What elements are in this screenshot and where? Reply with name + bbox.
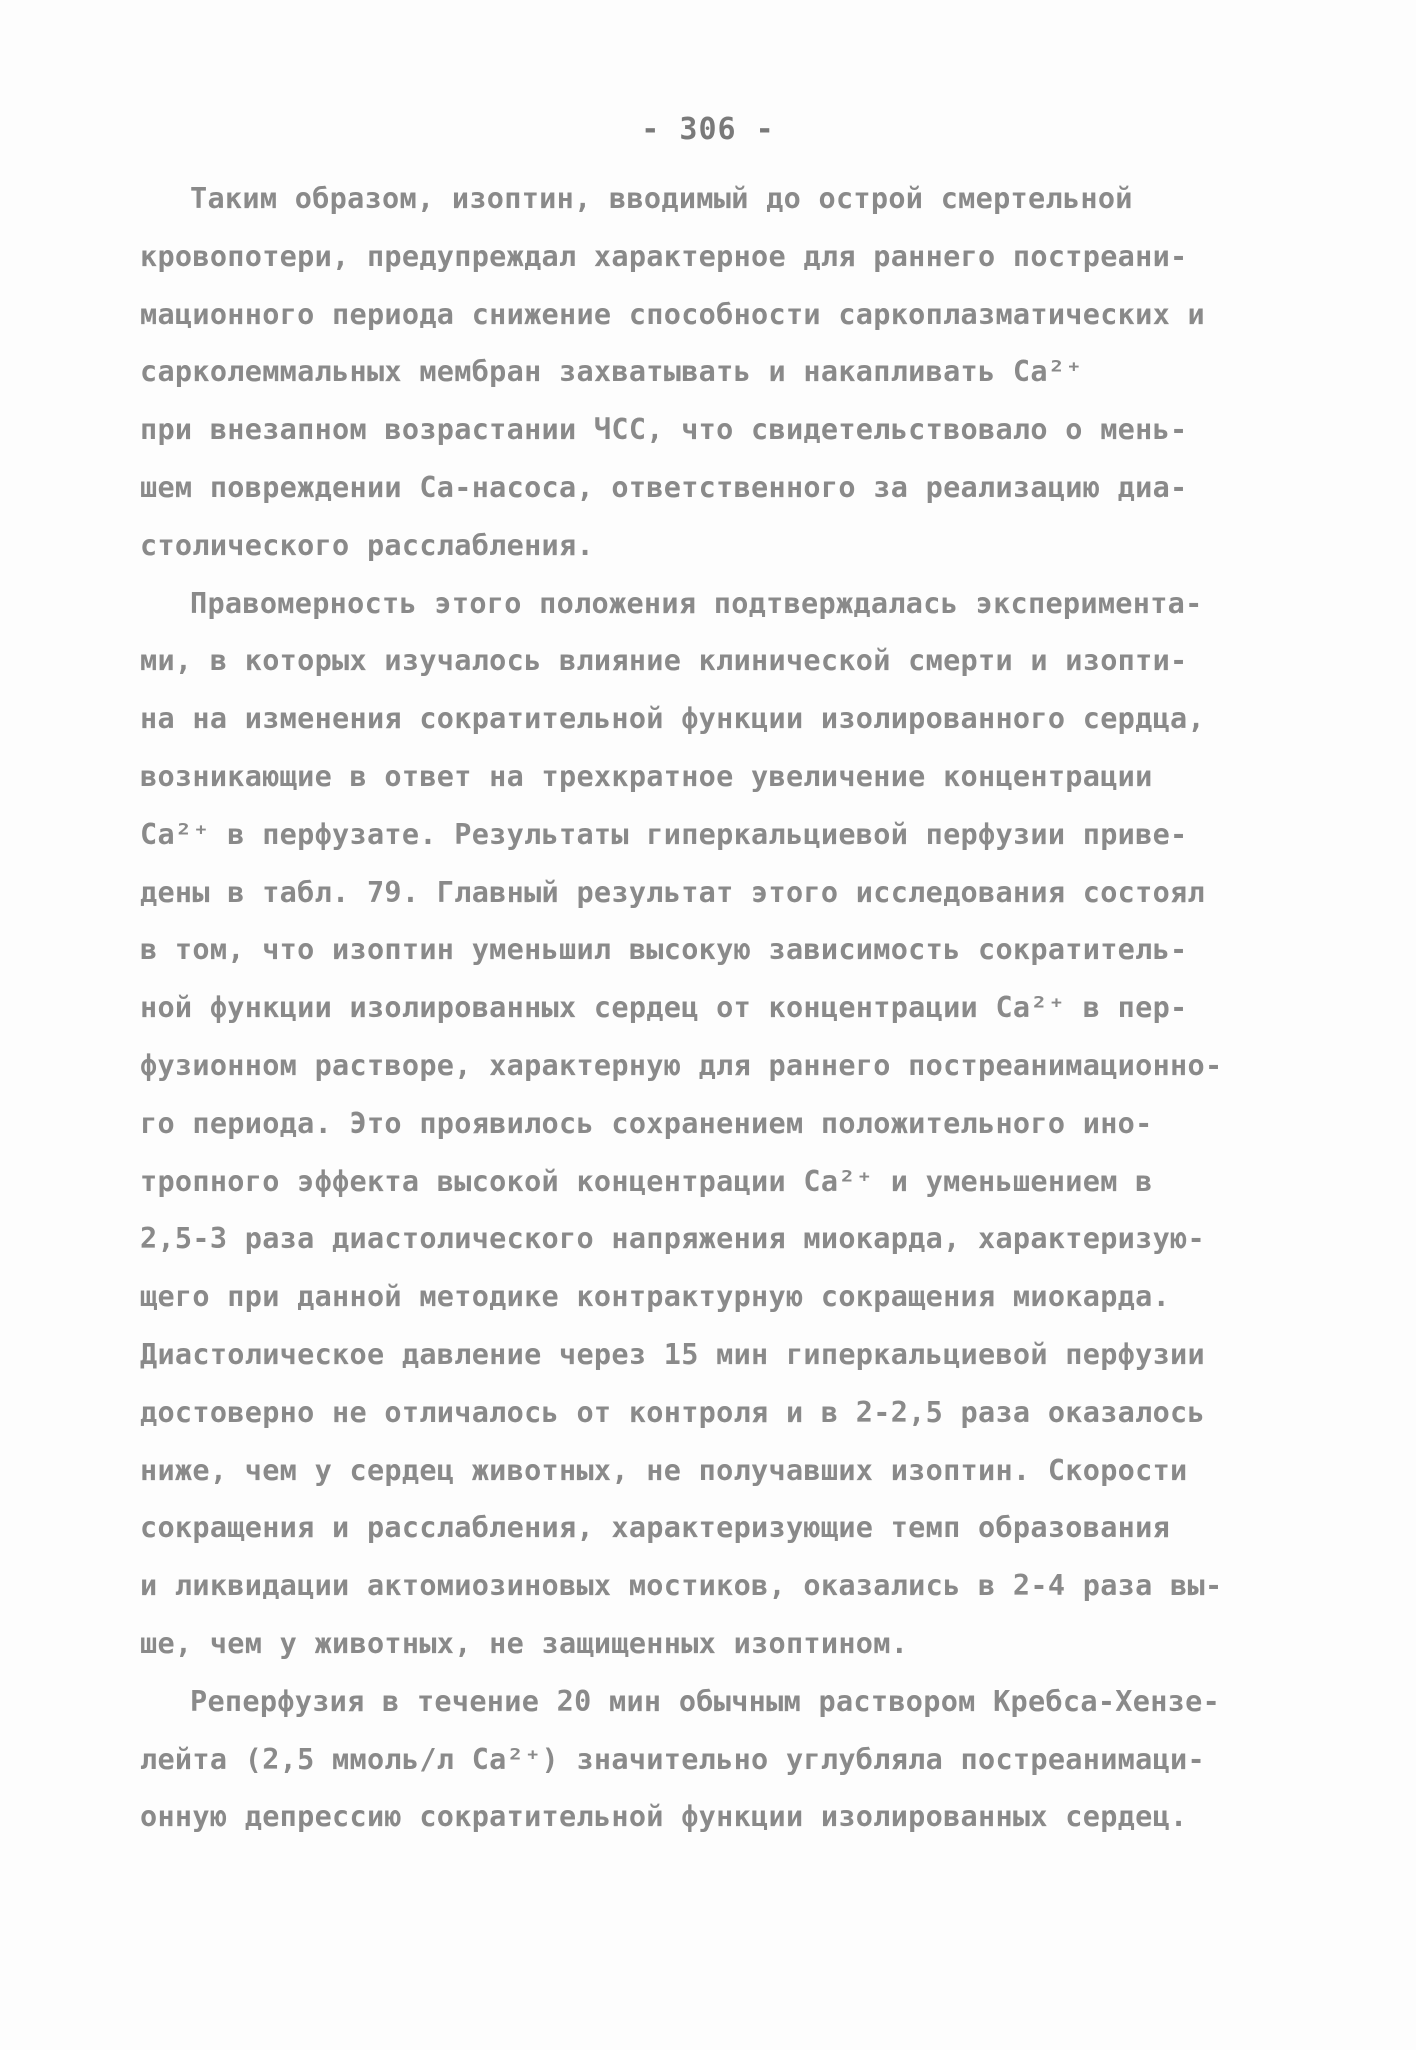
text-line: ше, чем у животных, не защищенных изоптином. xyxy=(140,1626,909,1660)
text-line: фузионном растворе, характерную для раннего постреанимационно- xyxy=(140,1048,1223,1082)
text-line: тропного эффекта высокой концентрации Ca²⁺ и уменьшением в xyxy=(140,1164,1153,1198)
text-line: на на изменения сократительной функции изолированного сердца, xyxy=(140,702,1205,736)
text-line: дены в табл. 79. Главный результат этого исследования состоял xyxy=(140,875,1205,909)
text-line: сарколеммальных мембран захватывать и накапливать Ca²⁺ xyxy=(140,355,1083,389)
text-line: ниже, чем у сердец животных, не получавших изоптин. Скорости xyxy=(140,1453,1188,1487)
text-line: в том, что изоптин уменьшил высокую зависимость сократитель- xyxy=(140,933,1188,967)
text-line: при внезапном возрастании ЧСС, что свидетельствовало о мень- xyxy=(140,413,1188,447)
text-line: щего при данной методике контрактурную сокращения миокарда. xyxy=(140,1280,1171,1314)
text-line: Реперфузия в течение 20 мин обычным раствором Кребса-Хензе- xyxy=(190,1684,1221,1718)
text-line: Ca²⁺ в перфузате. Результаты гиперкальциевой перфузии приве- xyxy=(140,817,1188,851)
text-line: Таким образом, изоптин, вводимый до острой смертельной xyxy=(190,182,1133,215)
text-line: Диастолическое давление через 15 мин гиперкальциевой перфузии xyxy=(140,1337,1205,1371)
text-line: онную депрессию сократительной функции изолированных сердец. xyxy=(140,1800,1188,1834)
text-line: ми, в которых изучалось влияние клинической смерти и изопти- xyxy=(140,644,1188,678)
text-line: Правомерность этого положения подтверждалась эксперимента- xyxy=(190,586,1203,620)
text-line: го периода. Это проявилось сохранением положительного ино- xyxy=(140,1106,1153,1140)
text-line: кровопотери, предупреждал характерное для раннего постреани- xyxy=(140,239,1188,273)
text-line: столического расслабления. xyxy=(140,528,594,562)
text-line: ной функции изолированных сердец от концентрации Ca²⁺ в пер- xyxy=(140,991,1188,1025)
page-number: - 306 - xyxy=(641,112,775,147)
text-line: возникающие в ответ на трехкратное увеличение концентрации xyxy=(140,759,1153,793)
text-line: достоверно не отличалось от контроля и в 2-2,5 раза оказалось xyxy=(140,1395,1205,1429)
text-line: и ликвидации актомиозиновых мостиков, оказались в 2-4 раза вы- xyxy=(140,1569,1223,1603)
text-line: сокращения и расслабления, характеризующие темп образования xyxy=(140,1511,1171,1545)
text-line: шем повреждении Ca-насоса, ответственного за реализацию диа- xyxy=(140,470,1188,504)
text-line: мационного периода снижение способности саркоплазматических и xyxy=(140,297,1205,331)
text-line: лейта (2,5 ммоль/л Ca²⁺) значительно углубляла постреанимаци- xyxy=(140,1742,1205,1776)
text-line: 2,5-3 раза диастолического напряжения миокарда, характеризую- xyxy=(140,1222,1205,1256)
body-text xyxy=(140,170,1280,1846)
